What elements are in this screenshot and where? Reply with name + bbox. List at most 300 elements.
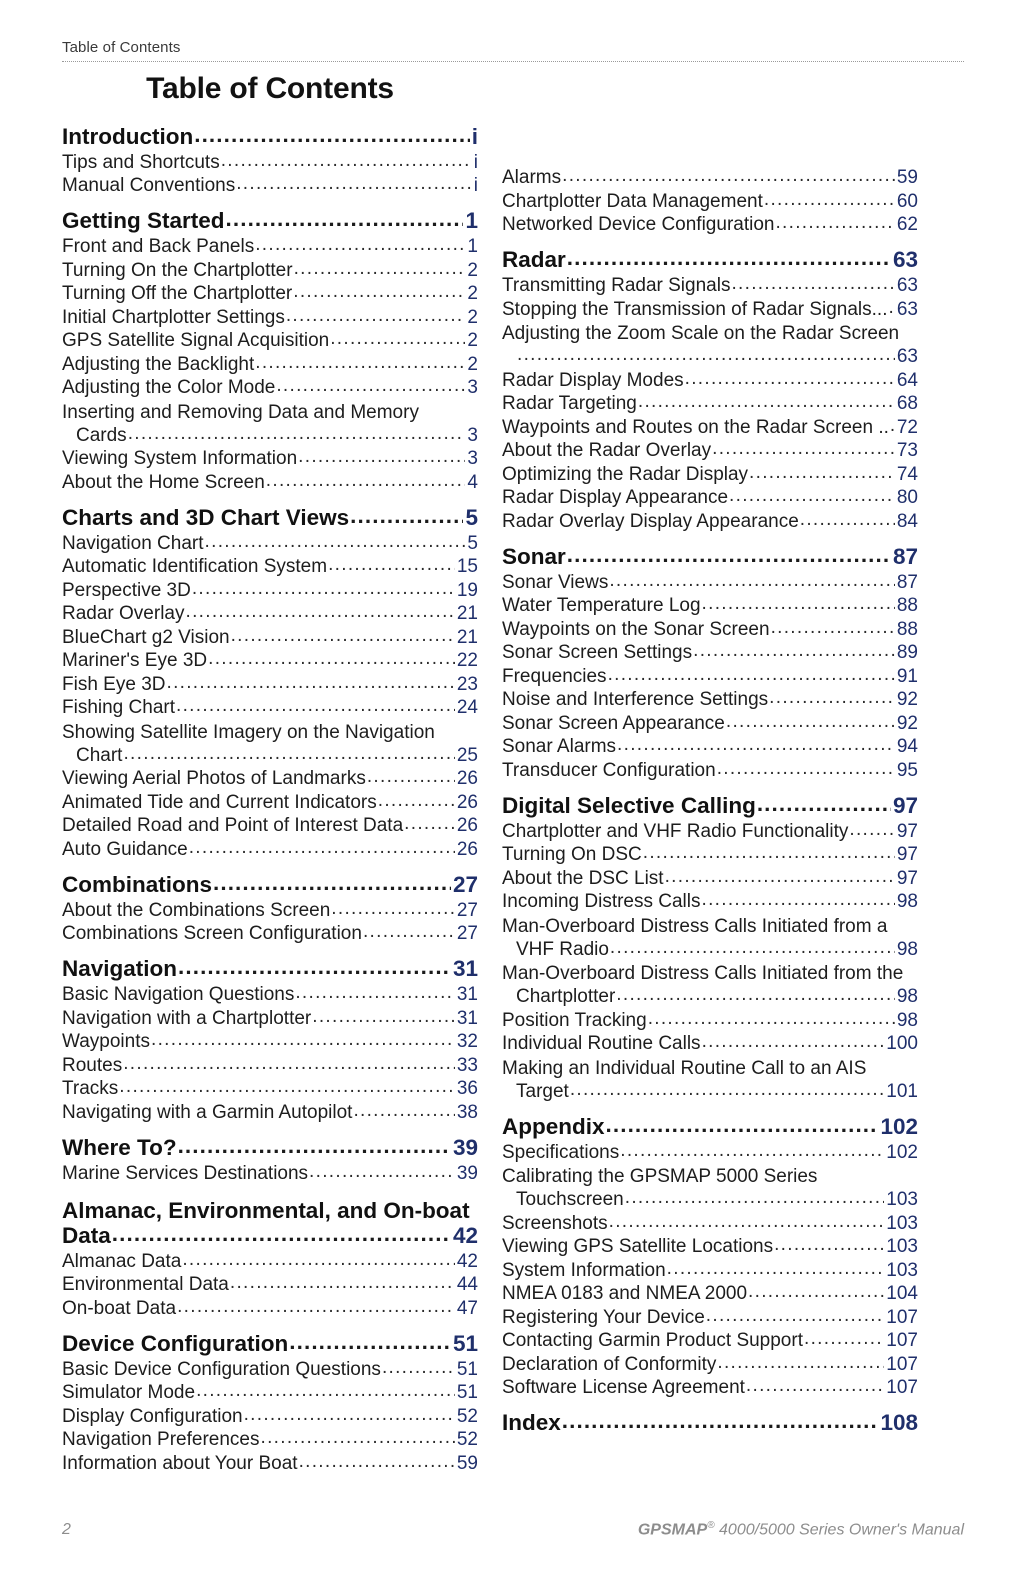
toc-entry-page-number: 60 (896, 190, 918, 212)
toc-leader-dots (231, 626, 455, 645)
toc-entry-page-number: 59 (896, 167, 918, 188)
toc-entry-page-number: 38 (456, 1101, 478, 1123)
toc-entry-page-number: 36 (456, 1078, 478, 1099)
footer-page-number: 2 (62, 1521, 71, 1538)
toc-leader-dots (562, 1410, 879, 1433)
toc-leader-dots (128, 424, 466, 443)
toc-entry-label: Viewing Aerial Photos of Landmarks (62, 768, 366, 789)
toc-entry[interactable] (502, 596, 918, 615)
toc-entry-label: Information about Your Boat (62, 1452, 298, 1474)
toc-entry[interactable] (62, 698, 478, 717)
toc-entry[interactable] (502, 441, 918, 460)
toc-entry[interactable] (62, 1430, 478, 1449)
toc-entry[interactable] (62, 1134, 478, 1160)
toc-entry-label: Navigation (62, 956, 178, 981)
toc-entry-label: Noise and Interference Settings (502, 689, 769, 710)
toc-entry[interactable] (502, 620, 918, 639)
toc-entry[interactable] (62, 793, 478, 812)
toc-leader-dots (606, 1114, 879, 1137)
toc-column-left (62, 123, 478, 1474)
toc-entry[interactable] (62, 473, 478, 492)
footer-brand: GPSMAP (637, 1521, 708, 1538)
toc-entry[interactable] (502, 394, 918, 413)
toc-entry-label: About the Combinations Screen (62, 899, 331, 921)
toc-entry-wrap-line: Showing Satellite Imagery on the Navigation (62, 721, 435, 743)
toc-entry-label: Adjusting the Backlight (62, 353, 255, 375)
toc-entry-label: Software License Agreement (502, 1377, 745, 1398)
toc-entry-page-number: 103 (886, 1236, 918, 1257)
toc-leader-dots (771, 618, 895, 637)
toc-entry-page-number: 1 (467, 236, 478, 257)
toc-entry[interactable] (62, 651, 478, 670)
toc-entry[interactable] (62, 769, 478, 788)
toc-entry-label: Target (516, 1080, 569, 1102)
toc-leader-dots (643, 843, 895, 862)
toc-entry-page-number: i (471, 123, 478, 149)
toc-entry-label: About the DSC List (502, 867, 664, 889)
toc-entry-label: Display Configuration (62, 1405, 243, 1427)
toc-entry[interactable] (62, 746, 478, 765)
toc-entry[interactable] (502, 347, 918, 366)
toc-entry-label: Turning On the Chartplotter (62, 259, 293, 281)
toc-entry-label: Almanac Data (62, 1250, 182, 1272)
toc-entry[interactable] (502, 300, 918, 319)
toc-entry-page-number: 103 (886, 1189, 918, 1210)
toc-leader-dots (123, 744, 454, 763)
toc-leader-dots (363, 922, 455, 941)
toc-leader-dots (757, 793, 891, 816)
toc-entry-label: Viewing System Information (62, 448, 298, 469)
toc-entry[interactable] (502, 643, 918, 662)
toc-entry-page-number: 68 (896, 393, 918, 414)
toc-entry-page-number: 98 (896, 938, 918, 960)
toc-entry-label: Cards (76, 424, 127, 446)
toc-leader-dots (298, 447, 465, 466)
toc-entry[interactable] (62, 1079, 478, 1098)
toc-columns (62, 123, 964, 1474)
toc-entry[interactable] (502, 1034, 918, 1053)
toc-entry-page-number: 27 (452, 871, 478, 897)
toc-entry[interactable] (62, 675, 478, 694)
toc-entry-page-number: 24 (456, 697, 478, 718)
toc-entry-page-number: 102 (886, 1141, 918, 1163)
toc-leader-dots (350, 505, 463, 528)
toc-entry-label: System Information (502, 1259, 666, 1281)
toc-entry[interactable] (62, 1103, 478, 1122)
toc-leader-dots (112, 1223, 451, 1246)
toc-entry[interactable] (62, 628, 478, 647)
toc-leader-dots (693, 641, 895, 660)
toc-entry-wrap-line: Calibrating the GPSMAP 5000 Series (502, 1166, 818, 1187)
toc-entry-page-number: 21 (456, 626, 478, 648)
toc-entry[interactable] (502, 418, 918, 437)
toc-entry[interactable] (62, 504, 478, 530)
toc-entry[interactable] (62, 378, 478, 397)
toc-entry[interactable] (502, 168, 918, 187)
toc-leader-dots (625, 1188, 885, 1207)
toc-leader-dots (182, 1250, 455, 1269)
toc-leader-dots (804, 1329, 884, 1348)
toc-entry-label: Sonar Views (502, 571, 609, 593)
toc-entry-page-number: 2 (467, 259, 478, 281)
toc-entry[interactable] (502, 371, 918, 390)
toc-entry-page-number: 80 (896, 487, 918, 508)
toc-leader-dots (151, 1030, 455, 1049)
toc-entry[interactable] (502, 690, 918, 709)
toc-entry[interactable] (62, 1032, 478, 1051)
toc-leader-dots (731, 274, 894, 293)
toc-entry-page-number: 31 (456, 1007, 478, 1029)
toc-entry-page-number: 26 (456, 791, 478, 813)
toc-leader-dots (562, 166, 895, 185)
toc-leader-dots (312, 1007, 455, 1026)
running-header: Table of Contents (62, 39, 181, 56)
toc-entry[interactable] (502, 192, 918, 211)
toc-entry-label: Viewing GPS Satellite Locations (502, 1236, 774, 1257)
toc-entry[interactable] (62, 604, 478, 623)
toc-entry[interactable] (502, 1331, 918, 1350)
toc-leader-dots (194, 124, 470, 147)
toc-entry[interactable] (62, 958, 478, 981)
toc-entry-label: Radar Overlay Display Appearance (502, 510, 799, 532)
toc-entry-page-number: 97 (896, 844, 918, 865)
toc-entry-page-number: 103 (886, 1259, 918, 1281)
toc-entry[interactable] (62, 581, 478, 600)
toc-leader-dots (775, 213, 894, 232)
toc-entry[interactable] (502, 761, 918, 780)
toc-entry-label: Tracks (62, 1078, 119, 1099)
toc-entry[interactable] (62, 308, 478, 327)
toc-entry[interactable] (502, 1011, 918, 1030)
toc-entry[interactable] (502, 940, 918, 959)
toc-entry[interactable] (502, 488, 918, 507)
toc-leader-dots (717, 759, 895, 778)
toc-entry[interactable] (502, 573, 918, 592)
toc-entry[interactable] (62, 1009, 478, 1028)
toc-leader-dots (702, 1032, 885, 1051)
toc-entry-page-number: 21 (456, 603, 478, 624)
toc-entry[interactable] (502, 465, 918, 484)
toc-entry-page-number: 26 (456, 815, 478, 836)
toc-entry[interactable] (62, 985, 478, 1004)
toc-leader-dots (299, 1452, 455, 1471)
toc-entry[interactable] (62, 261, 478, 280)
toc-entry[interactable] (62, 1252, 478, 1271)
toc-entry[interactable] (62, 210, 478, 233)
toc-entry[interactable] (502, 1412, 918, 1435)
toc-entry-label: Waypoints (62, 1031, 150, 1052)
toc-entry[interactable] (502, 1261, 918, 1280)
toc-entry-page-number: 2 (467, 283, 478, 304)
toc-entry-label: Turning On DSC (502, 844, 642, 865)
toc-leader-dots (567, 247, 891, 270)
toc-entry[interactable] (62, 1056, 478, 1075)
toc-entry-label: GPS Satellite Signal Acquisition (62, 330, 330, 351)
toc-entry[interactable] (502, 869, 918, 888)
toc-leader-dots (123, 1054, 455, 1073)
toc-leader-dots (702, 594, 895, 613)
toc-entry[interactable] (502, 1378, 918, 1397)
toc-entry-page-number: 98 (896, 891, 918, 912)
toc-entry[interactable] (62, 1383, 478, 1402)
toc-entry-page-number: 3 (467, 377, 478, 398)
toc-entry-label: Index (502, 1410, 561, 1435)
toc-entry[interactable] (502, 892, 918, 911)
toc-entry[interactable] (502, 987, 918, 1006)
toc-leader-dots (382, 1358, 455, 1377)
toc-leader-dots (196, 1381, 455, 1400)
toc-entry[interactable] (62, 1407, 478, 1426)
toc-leader-dots (178, 956, 451, 979)
toc-entry-label: Screenshots (502, 1212, 608, 1234)
toc-entry[interactable] (62, 1299, 478, 1318)
toc-entry[interactable] (502, 249, 918, 272)
footer-manual-title (638, 1520, 964, 1539)
toc-leader-dots (609, 1212, 885, 1231)
toc-entry[interactable] (502, 822, 918, 841)
toc-leader-dots (367, 767, 455, 786)
toc-entry-label: Routes (62, 1054, 123, 1076)
toc-entry-page-number: 63 (896, 298, 918, 320)
toc-entry-page-number: 25 (456, 744, 478, 766)
toc-leader-dots (119, 1077, 455, 1096)
toc-leader-dots (289, 1331, 451, 1354)
toc-entry-page-number: 23 (456, 673, 478, 695)
toc-entry-page-number: 2 (467, 330, 478, 351)
toc-leader-dots (749, 463, 895, 482)
toc-entry[interactable] (62, 816, 478, 835)
toc-entry[interactable] (62, 1164, 478, 1183)
toc-entry[interactable] (502, 667, 918, 686)
toc-entry-label: Basic Device Configuration Questions (62, 1358, 381, 1380)
toc-entry[interactable] (62, 534, 478, 553)
toc-entry-page-number: 3 (467, 424, 478, 446)
toc-entry[interactable] (62, 331, 478, 350)
toc-entry-page-number: 32 (456, 1031, 478, 1052)
toc-entry-label: Mariner's Eye 3D (62, 650, 208, 671)
toc-entry-label: Chartplotter (516, 986, 616, 1007)
toc-entry[interactable] (62, 1275, 478, 1294)
toc-entry-page-number: 4 (467, 471, 478, 493)
toc-entry[interactable] (62, 176, 478, 195)
toc-entry-label: Initial Chartplotter Settings (62, 306, 285, 328)
toc-entry[interactable] (502, 1082, 918, 1101)
toc-entry-page-number: 101 (886, 1080, 918, 1102)
toc-entry-label: VHF Radio (516, 938, 609, 960)
toc-leader-dots (178, 1135, 451, 1158)
toc-entry[interactable] (502, 1190, 918, 1209)
toc-entry-page-number: 63 (892, 247, 918, 272)
toc-entry-label: Basic Navigation Questions (62, 984, 295, 1005)
toc-entry-page-number: 103 (886, 1212, 918, 1234)
toc-entry-page-number: 42 (456, 1250, 478, 1272)
toc-entry-label: Combinations (62, 871, 212, 897)
toc-leader-dots (177, 1297, 455, 1316)
toc-entry-page-number: 98 (896, 986, 918, 1007)
toc-entry-page-number: 91 (896, 665, 918, 687)
toc-leader-dots (702, 890, 895, 909)
toc-entry[interactable] (502, 543, 918, 569)
toc-entry[interactable] (502, 845, 918, 864)
toc-entry-page-number: 5 (465, 504, 478, 530)
toc-entry-page-number: 15 (456, 556, 478, 577)
toc-entry[interactable] (62, 924, 478, 943)
toc-entry[interactable] (502, 215, 918, 234)
toc-entry-page-number: 104 (886, 1283, 918, 1304)
toc-entry[interactable] (62, 123, 478, 149)
toc-entry-label: Radar Targeting (502, 393, 637, 414)
toc-entry[interactable] (62, 1454, 478, 1473)
toc-entry-label: Navigation with a Chartplotter (62, 1007, 312, 1029)
toc-entry-page-number: 74 (896, 463, 918, 485)
toc-entry-label: Chartplotter Data Management (502, 190, 763, 212)
toc-entry-label: Device Configuration (62, 1330, 289, 1356)
toc-entry-page-number: 62 (896, 214, 918, 235)
toc-entry-label: Radar (502, 247, 566, 272)
toc-entry-page-number: 39 (452, 1134, 478, 1160)
toc-entry-page-number: 26 (456, 838, 478, 860)
toc-leader-dots (717, 1353, 884, 1372)
toc-entry-label: Environmental Data (62, 1274, 229, 1295)
toc-entry-page-number: 26 (456, 768, 478, 789)
toc-leader-dots (213, 872, 451, 895)
toc-leader-dots (648, 1009, 895, 1028)
toc-entry-page-number: 31 (456, 984, 478, 1005)
toc-entry-label: Chartplotter and VHF Radio Functionality (502, 820, 849, 842)
toc-leader-dots (616, 985, 895, 1004)
toc-entry-page-number: 89 (896, 642, 918, 663)
toc-entry[interactable] (62, 1222, 478, 1248)
toc-leader-dots (176, 696, 455, 715)
toc-entry-page-number: 3 (467, 448, 478, 469)
toc-leader-dots (570, 1080, 884, 1099)
toc-entry-wrap-line: Almanac, Environmental, and On-boat (62, 1197, 470, 1223)
toc-entry-page-number: 27 (456, 899, 478, 921)
toc-leader-dots (328, 555, 455, 574)
toc-entry-label: Optimizing the Radar Display (502, 463, 749, 485)
toc-leader-dots (295, 983, 455, 1002)
toc-leader-dots (567, 544, 891, 567)
toc-entry-page-number: 98 (896, 1009, 918, 1031)
toc-leader-dots (726, 712, 895, 731)
toc-entry-page-number: 42 (452, 1222, 478, 1248)
toc-entry[interactable] (502, 714, 918, 733)
toc-entry-label: Registering Your Device (502, 1306, 705, 1328)
toc-leader-dots (617, 735, 895, 754)
toc-leader-dots (769, 688, 895, 707)
toc-entry-label: Transducer Configuration (502, 759, 716, 781)
toc-entry-page-number: 2 (467, 353, 478, 375)
toc-entry[interactable] (62, 426, 478, 445)
toc-leader-dots (746, 1376, 884, 1395)
toc-entry[interactable] (502, 1113, 918, 1139)
toc-entry-page-number: 59 (456, 1452, 478, 1474)
toc-entry-page-number: 33 (456, 1054, 478, 1076)
toc-entry-page-number: 97 (896, 867, 918, 889)
toc-leader-dots (261, 1428, 455, 1447)
toc-entry-page-number: 64 (896, 369, 918, 391)
toc-entry[interactable] (62, 840, 478, 859)
toc-entry[interactable] (502, 1143, 918, 1162)
toc-entry-page-number: 52 (456, 1405, 478, 1427)
toc-entry-label: Animated Tide and Current Indicators (62, 791, 377, 813)
toc-entry-label: Front and Back Panels (62, 236, 255, 257)
toc-entry[interactable] (62, 355, 478, 374)
toc-entry[interactable] (62, 153, 478, 172)
toc-entry-label: Sonar (502, 543, 566, 569)
toc-entry-label: Radar Overlay (62, 603, 185, 624)
toc-entry-label: Navigation Chart (62, 532, 204, 554)
toc-entry-label: Alarms (502, 167, 562, 188)
toc-entry-page-number: 107 (886, 1330, 918, 1351)
toc-entry-label: Getting Started (62, 208, 225, 233)
toc-entry[interactable] (62, 449, 478, 468)
toc-leader-dots (236, 174, 472, 193)
toc-entry-page-number: 95 (896, 759, 918, 781)
toc-entry-label: On-boat Data (62, 1297, 177, 1319)
toc-entry[interactable] (502, 737, 918, 756)
toc-leader-dots (517, 345, 895, 364)
toc-entry[interactable] (62, 557, 478, 576)
toc-leader-dots (244, 1405, 455, 1424)
toc-entry[interactable] (62, 237, 478, 256)
toc-entry-label: Combinations Screen Configuration (62, 923, 362, 944)
toc-entry-page-number: 108 (880, 1410, 918, 1435)
toc-entry-page-number: i (473, 151, 478, 173)
toc-entry-label: About the Radar Overlay (502, 440, 712, 461)
toc-entry[interactable] (502, 1237, 918, 1256)
toc-entry-page-number: 97 (896, 820, 918, 842)
toc-entry-page-number: 2 (467, 306, 478, 328)
toc-leader-dots (208, 649, 455, 668)
toc-entry[interactable] (62, 1330, 478, 1356)
toc-entry[interactable] (502, 792, 918, 818)
toc-entry-page-number: 31 (452, 956, 478, 981)
toc-entry[interactable] (502, 1284, 918, 1303)
toc-entry[interactable] (502, 1214, 918, 1233)
toc-entry[interactable] (502, 1308, 918, 1327)
toc-entry[interactable] (62, 901, 478, 920)
toc-entry[interactable] (62, 871, 478, 897)
toc-entry-label: Data (62, 1222, 111, 1248)
toc-leader-dots (849, 820, 894, 839)
toc-entry[interactable] (502, 276, 918, 295)
toc-leader-dots (276, 376, 465, 395)
toc-entry-wrap-line: Adjusting the Zoom Scale on the Radar Screen (502, 323, 900, 344)
toc-entry-page-number: 47 (456, 1297, 478, 1319)
toc-leader-dots (748, 1282, 884, 1301)
toc-leader-dots (620, 1141, 884, 1160)
toc-leader-dots (706, 1306, 885, 1325)
toc-entry-label: Tips and Shortcuts (62, 151, 220, 173)
toc-leader-dots (266, 471, 466, 490)
toc-leader-dots (186, 602, 455, 621)
toc-entry-label: Sonar Screen Appearance (502, 712, 725, 734)
toc-entry-label: Radar Display Modes (502, 369, 684, 391)
toc-leader-dots (166, 673, 454, 692)
toc-entry-label: Fishing Chart (62, 697, 175, 718)
toc-entry[interactable] (62, 284, 478, 303)
toc-entry[interactable] (502, 512, 918, 531)
toc-entry[interactable] (502, 1355, 918, 1374)
toc-entry-label: Marine Services Destinations (62, 1162, 309, 1184)
toc-entry-label: Automatic Identification System (62, 556, 328, 577)
toc-entry-page-number: 52 (456, 1429, 478, 1450)
toc-entry-page-number: 1 (465, 208, 478, 233)
toc-entry-wrap-line: Man-Overboard Distress Calls Initiated from a (502, 915, 888, 937)
toc-entry-page-number: 97 (892, 792, 918, 818)
toc-entry[interactable] (62, 1360, 478, 1379)
